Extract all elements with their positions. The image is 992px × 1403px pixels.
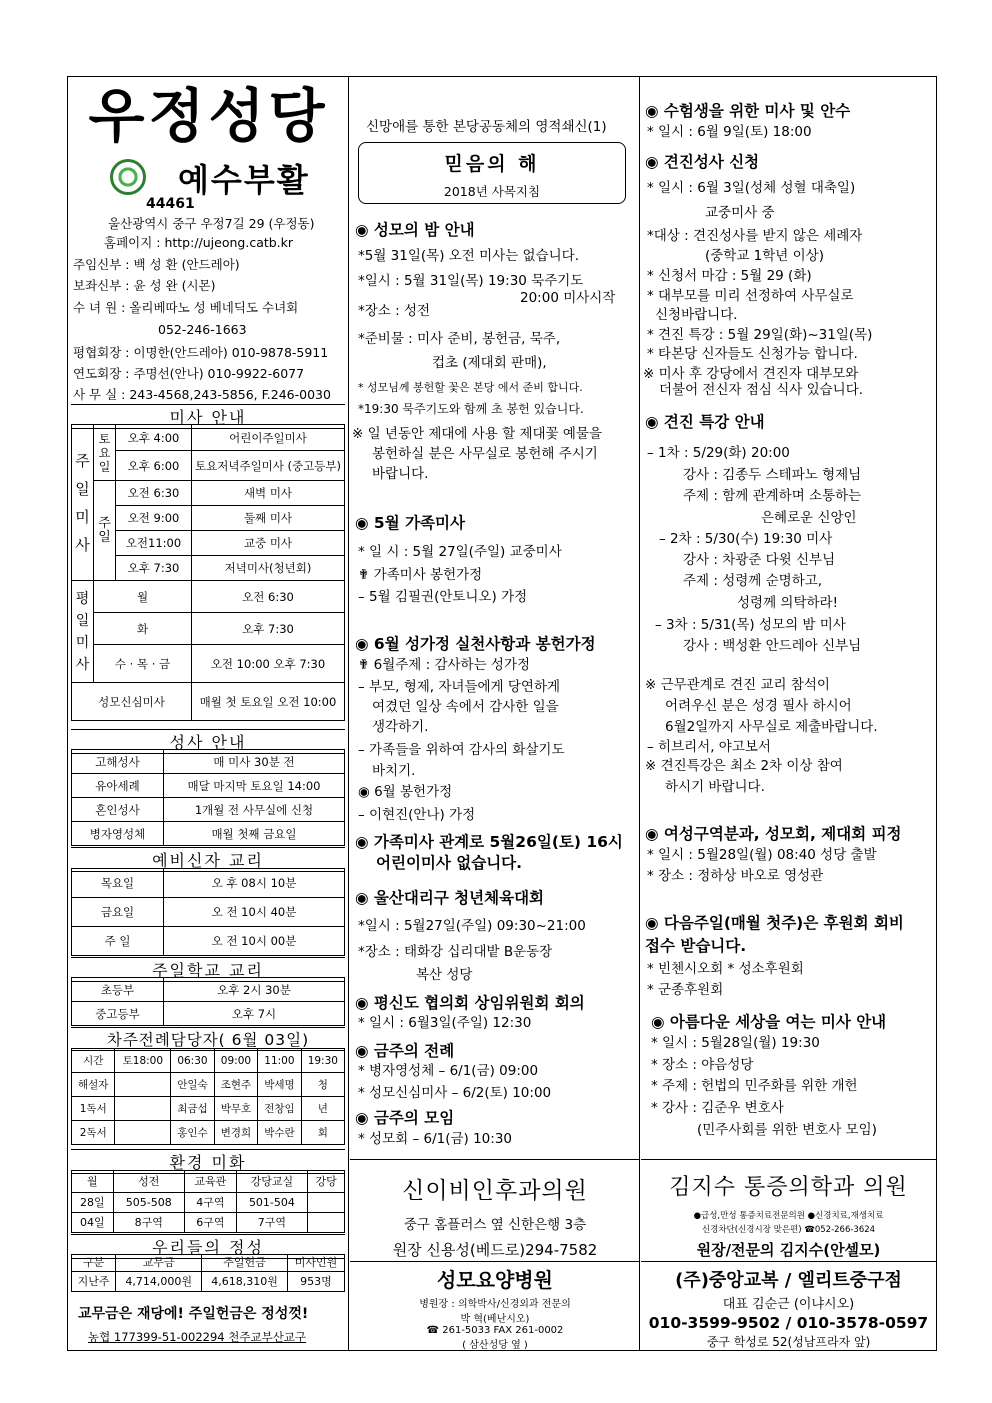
env-cell: 28일 [72,1193,114,1213]
text-line: 강사 : 차광준 다윗 신부님 [683,552,836,568]
section-heading: ◉ 울산대리구 청년체육대회 [355,889,545,907]
text-line: * 대부모를 미리 선정하여 사무실로 [647,288,854,304]
duty-head: 11:00 [258,1049,301,1073]
env-cell [308,1213,345,1233]
duty-head: 토18:00 [115,1049,171,1073]
catechumen-section-title: 예비신자 교리 [71,847,345,872]
offering-table [71,1254,345,1292]
box-subtitle: 2018년 사목지침 [443,184,541,199]
class-time: 오 전 10시 40분 [164,898,345,927]
class-day: 금요일 [72,898,164,927]
pastor: 주임신부 : 백 성 환 (안드레아) [73,257,240,272]
sunday-label: 주일 [94,481,116,581]
duty-head: 09:00 [214,1049,257,1073]
ad-name: 성모요양병원 [437,1268,553,1292]
text-line: *일시 : 5월27일(주일) 09:30~21:00 [358,918,586,934]
section-heading: ◉ 5월 가족미사 [355,514,465,532]
text-line: ✟ 6월주제 : 감사하는 성가정 [358,657,531,673]
duty-cell [115,1097,171,1121]
class-group: 중고등부 [72,1002,164,1026]
env-cell: 7구역 [236,1213,307,1233]
section-heading: ◉ 가족미사 관계로 5월26일(토) 16시 [355,833,623,851]
text-line: (민주사회를 위한 변호사 모임) [697,1122,877,1138]
class-time: 오후 2시 30분 [164,978,345,1002]
text-line: – 3차 : 5/31(목) 성모의 밤 미사 [655,617,846,633]
text-line: 여겼던 일상 속에서 감사한 일을 [372,699,559,715]
text-line: * 군종후원회 [647,982,724,998]
env-cell: 6구역 [184,1213,236,1233]
offering-cell: 4,714,000원 [116,1272,202,1292]
text-line: 생각하기. [372,719,429,735]
duty-role: 2독서 [72,1121,115,1145]
offering-cell: 지난주 [72,1272,116,1292]
env-cell: 8구역 [113,1213,184,1233]
text-line: 더불어 전신자 점심 식사 있습니다. [659,382,864,398]
weekday: 화 [94,613,192,645]
text-line: 주제 : 성령께 순명하고, [683,573,823,589]
text-line: ※ 미사 후 강당에서 견진자 대부모와 [643,366,859,382]
offering-cell: 953명 [287,1272,344,1292]
mass-time: 오전 9:00 [116,506,192,531]
text-line: 교중미사 중 [705,205,775,221]
text-line: 바랍니다. [372,466,429,482]
text-line: 강사 : 백성환 안드레아 신부님 [683,638,862,654]
class-time: 오 후 08시 10분 [164,869,345,898]
ad-name: 신이비인후과의원 [402,1178,588,1204]
text-line: *장소 : 성전 [358,303,431,319]
text-line: * 일시 : 6월 9일(토) 18:00 [647,124,812,140]
text-line: * 성모회 – 6/1(금) 10:30 [358,1131,512,1147]
weekday: 월 [94,581,192,613]
ad-name: 김지수 통증의학과 의원 [669,1175,908,1200]
duty-section-title: 차주전례담당자( 6월 03일) [71,1027,345,1051]
mass-name: 새벽 미사 [192,481,345,506]
offering-head: 주일헌금 [202,1255,288,1272]
ad-line: ☎ 261-5033 FAX 261-0002 [426,1325,564,1336]
env-cell: 04일 [72,1213,114,1233]
text-line: – 5월 김필권(안토니오) 가정 [358,589,528,605]
duty-cell: 홍인수 [171,1121,214,1145]
duty-cell: 청 [301,1073,344,1097]
ad-line: 중구 홈플러스 옆 신한은행 3층 [403,1217,587,1233]
ad-line: ●급성,만성 통증치료전문의원 ●신경치료,재생치료 [693,1211,884,1221]
duty-head: 06:30 [171,1049,214,1073]
text-line: – 히브리서, 야고보서 [647,739,771,755]
text-line: 복산 성당 [416,967,473,983]
environment-table [71,1170,345,1233]
duty-cell: 안일숙 [171,1073,214,1097]
ad-name: (주)중앙교복 / 엘리트중구점 [675,1270,902,1291]
sacrament-name: 유아세례 [72,774,164,798]
marian-mass: 성모신심미사 [72,683,192,721]
section-heading: ◉ 수험생을 위한 미사 및 안수 [645,102,851,120]
ad-line: 병원장 : 의학박사/신경외과 전문의 [419,1299,571,1310]
text-line: * 빈첸시오회 * 성소후원회 [647,961,804,977]
text-line: ✟ 가족미사 봉헌가정 [358,567,483,583]
text-line: 하시기 바랍니다. [665,779,765,795]
duty-cell: 조현주 [214,1073,257,1097]
text-line: * 일시 : 5월28일(월) 08:40 성당 출발 [647,847,877,863]
offering-head: 미사인원 [287,1255,344,1272]
section-heading: ◉ 평신도 협의회 상임위원회 회의 [355,994,585,1012]
text-line: *대상 : 견진성사를 받지 않은 세례자 [647,228,863,244]
text-line: * 일시 : 6월 3일(성체 성혈 대축일) [647,180,856,196]
mass-name: 토요저녁주일미사 (중고등부) [192,451,345,481]
sacrament-time: 매달 마지막 토요일 14:00 [164,774,345,798]
ad-nursing-hospital [350,1264,640,1350]
mass-section-title: 미사 안내 [71,404,345,429]
offering-head: 교무금 [116,1255,202,1272]
env-head: 강당교실 [236,1171,307,1193]
section-heading: ◉ 성모의 밤 안내 [355,221,475,239]
mass-time: 오후 4:00 [116,425,192,451]
theme-header: 신망애를 통한 본당공동체의 영적쇄신(1) [366,119,607,135]
ad-line: 박 혁(베난시오) [460,1314,530,1325]
env-cell: 505-508 [113,1193,184,1213]
text-line: *장소 : 태화강 십리대밭 B운동장 [358,944,553,960]
mass-time: 오전11:00 [116,531,192,556]
middle-column [350,77,640,1350]
env-cell: 4구역 [184,1193,236,1213]
class-day: 목요일 [72,869,164,898]
text-line: * 성모신심미사 – 6/2(토) 10:00 [358,1085,552,1101]
offering-head: 구분 [72,1255,116,1272]
duty-cell: 년 [301,1097,344,1121]
duty-cell: 변경희 [214,1121,257,1145]
sacrament-name: 혼인성사 [72,798,164,822]
text-line: 주제 : 함께 관계하며 소통하는 [683,488,862,504]
ad-line: 중구 학성로 52(성남프라자 앞) [706,1335,871,1349]
mass-name: 어린이주일미사 [192,425,345,451]
liturgy-duty-table [71,1048,345,1145]
saturday-label: 토요일 [94,425,116,481]
section-heading: ◉ 아름다운 세상을 여는 미사 안내 [651,1013,887,1031]
office-phone: 사 무 실 : 243-4568,243-5856, F.246-0030 [73,387,331,402]
catechumen-table [71,868,345,956]
assistant-priest: 보좌신부 : 윤 성 완 (시몬) [73,278,216,293]
offering-cell: 4,618,310원 [202,1272,288,1292]
text-line: – 부모, 형제, 자녀들에게 당연하게 [358,679,561,695]
theme-box [358,142,626,204]
left-column [68,77,349,1350]
duty-cell: 박수란 [258,1121,301,1145]
box-title: 믿음의 해 [444,153,540,175]
text-line: * 병자영성체 – 6/1(금) 09:00 [358,1063,539,1079]
class-time: 오후 7시 [164,1002,345,1026]
ad-line: 원장 신용성(베드로)294-7582 [392,1241,598,1259]
offering-section-title: 우리들의 정성 [71,1234,345,1259]
ad-line: 대표 김순근 (이냐시오) [722,1297,855,1312]
marian-mass-time: 매월 첫 토요일 오전 10:00 [192,683,345,721]
text-line: * 일시 : 5월28일(월) 19:30 [651,1035,820,1051]
sacrament-time: 1개월 전 사무실에 신청 [164,798,345,822]
text-line: (중학교 1학년 이상) [705,248,824,264]
prayer-president: 연도회장 : 주명선(안나) 010-9922-6077 [73,366,305,381]
ad-ent-clinic [350,1159,640,1262]
duty-cell: 박세명 [258,1073,301,1097]
text-line: * 일시 : 6월3일(주일) 12:30 [358,1015,532,1031]
text-line: – 1차 : 5/29(화) 20:00 [647,445,790,461]
mass-name: 저녁미사(청년회) [192,556,345,581]
parish-subtitle: 예수부활 [178,161,310,199]
offering-slogan: 교무금은 재당에! 주일헌금은 정성껏! [78,1306,309,1322]
text-line: – 이현진(안나) 가정 [358,807,476,823]
text-line: * 타본당 신자들도 신청가능 합니다. [647,346,858,362]
convent: 수 녀 원 : 올리베따노 성 베네딕도 수녀회 [73,300,299,315]
homepage-link[interactable]: 홈페이지 : http://ujeong.catb.kr [104,235,294,250]
sacrament-name: 고해성사 [72,750,164,774]
mass-time: 오후 7:30 [116,556,192,581]
text-line: ◉ 6월 봉헌가정 [358,784,453,800]
text-line: *일시 : 5월 31일(목) 19:30 묵주기도 [358,273,584,289]
duty-role: 1독서 [72,1097,115,1121]
section-heading: ◉ 금주의 전례 [355,1042,455,1060]
sacrament-section-title: 성사 안내 [71,729,345,754]
text-line: 은혜로운 신앙인 [761,510,857,526]
text-line: 어려우신 분은 성경 필사 하시어 [665,698,852,714]
ad-line: ( 삼산성당 옆 ) [462,1340,528,1350]
text-line: *준비물 : 미사 준비, 봉헌금, 묵주, [358,331,561,347]
sacrament-table [71,749,345,846]
text-line: 컵초 (제대회 판매), [432,355,547,371]
sunday-school-table [71,977,345,1026]
text-line: *5월 31일(목) 오전 미사는 없습니다. [358,248,579,264]
sunday-mass-label: 주일미사 [72,425,94,581]
env-head: 교육관 [184,1171,236,1193]
section-heading: ◉ 견진성사 신청 [645,153,760,171]
sacrament-name: 병자영성체 [72,822,164,846]
section-heading-cont: 어린이미사 없습니다. [376,854,523,872]
text-line: * 장소 : 정하상 바오로 영성관 [647,868,824,884]
class-group: 초등부 [72,978,164,1002]
environment-section-title: 환경 미화 [71,1149,345,1174]
class-day: 주 일 [72,927,164,956]
env-head: 월 [72,1171,114,1193]
text-line: 강사 : 김종두 스테파노 형제님 [683,467,862,483]
text-line: * 신청서 마감 : 5월 29 (화) [647,268,812,284]
text-line: 바치기. [372,763,416,779]
sacrament-time: 매월 첫째 금요일 [164,822,345,846]
ad-pain-clinic [641,1159,936,1262]
class-time: 오 전 10시 00분 [164,927,345,956]
text-line: ※ 견진특강은 최소 2차 이상 참여 [645,758,843,774]
weekday-time: 오전 6:30 [192,581,345,613]
text-line: * 일 시 : 5월 27일(주일) 교중미사 [358,544,562,560]
address: 울산광역시 중구 우정7길 29 (우정동) [108,216,315,231]
text-line: 봉헌하실 분은 사무실로 봉헌해 주시기 [372,446,598,462]
mass-name: 교중 미사 [192,531,345,556]
zip-code: 44461 [146,196,195,212]
env-head: 강당 [308,1171,345,1193]
section-heading: ◉ 다음주일(매월 첫주)은 후원회 회비 [645,914,904,932]
duty-cell: 최금섭 [171,1097,214,1121]
mass-time: 오전 6:30 [116,481,192,506]
duty-cell: 회 [301,1121,344,1145]
sacrament-time: 매 미사 30분 전 [164,750,345,774]
parish-logo-icon [110,159,146,195]
ad-line: 010-3599-9502 / 010-3578-0597 [648,1314,929,1332]
text-line: ※ 근무관계로 견진 교리 참석이 [645,677,830,693]
section-heading: ◉ 견진 특강 안내 [645,413,765,431]
duty-cell: 박무호 [214,1097,257,1121]
text-line: * 장소 : 야음성당 [651,1057,754,1073]
bank-account: 농협 177399-51-002294 천주교부산교구 [88,1330,307,1344]
council-president: 평협회장 : 이명한(안드레아) 010-9878-5911 [73,345,329,360]
env-head: 성전 [113,1171,184,1193]
text-line: 신청바랍니다. [655,307,738,323]
text-line: * 강사 : 김준우 변호사 [651,1100,784,1116]
right-column [641,77,936,1350]
duty-cell [115,1121,171,1145]
ad-line: 원장/전문의 김지수(안셀모) [696,1241,881,1259]
duty-head: 시간 [72,1049,115,1073]
env-cell: 501-504 [236,1193,307,1213]
section-heading-cont: 접수 받습니다. [645,937,747,955]
text-line: * 견진 특강 : 5월 29일(화)~31일(목) [647,327,873,343]
ad-line: 신경차단(신경시장 맞은편) ☎052-266-3624 [701,1225,876,1235]
duty-cell [115,1073,171,1097]
weekday-time: 오후 7:30 [192,613,345,645]
bulletin-frame [67,76,937,1351]
ad-school-uniform [641,1266,936,1350]
text-line: ※ 일 년동안 제대에 사용 할 제대꽃 예물을 [352,426,603,442]
mass-table [71,424,345,721]
duty-cell: 전창임 [258,1097,301,1121]
section-heading: ◉ 여성구역분과, 성모회, 제대회 피정 [645,825,902,843]
weekday-time: 오전 10:00 오후 7:30 [192,645,345,683]
text-line: * 주제 : 헌법의 민주화를 위한 개헌 [651,1078,858,1094]
text-line: * 성모님께 봉헌할 꽃은 본당 에서 준비 합니다. [358,381,583,394]
convent-phone: 052-246-1663 [158,322,247,337]
text-line: 6월2일까지 사무실로 제출바랍니다. [665,719,878,735]
section-heading: ◉ 금주의 모임 [355,1109,455,1127]
mass-time: 오후 6:00 [116,451,192,481]
env-cell [308,1193,345,1213]
sunday-school-section-title: 주일학교 교리 [71,957,345,982]
text-line: 성령께 의탁하라! [737,595,838,611]
text-line: – 가족들을 위하여 감사의 화살기도 [358,742,565,758]
duty-head: 19:30 [301,1049,344,1073]
parish-title: 우정성당 [88,82,329,150]
mass-name: 둘째 미사 [192,506,345,531]
text-line: – 2차 : 5/30(수) 19:30 미사 [659,531,833,547]
weekday: 수 · 목 · 금 [94,645,192,683]
text-line: 20:00 미사시작 [520,290,616,306]
duty-role: 해설자 [72,1073,115,1097]
section-heading: ◉ 6월 성가정 실천사항과 봉헌가정 [355,635,596,653]
weekday-mass-label: 평일미사 [72,581,94,683]
text-line: *19:30 묵주기도와 함께 초 봉헌 있습니다. [358,402,584,416]
